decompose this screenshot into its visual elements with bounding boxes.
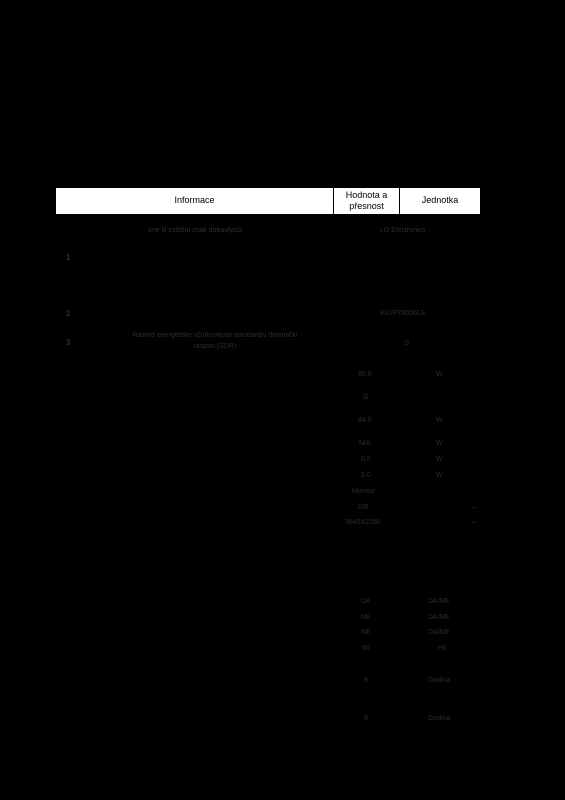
value-1: 65.0: [358, 371, 372, 378]
header-unit: Jednotka: [421, 195, 459, 206]
value-13: 60: [362, 645, 370, 652]
supplier-value: LG Electronics: [380, 227, 426, 234]
unit-1: W: [436, 371, 443, 378]
value-5: 0.5: [361, 456, 371, 463]
value-11: NE: [361, 614, 371, 621]
table-header: [55, 187, 481, 215]
value-6: 2.0: [361, 472, 371, 479]
unit-11: DA/NE: [428, 614, 450, 621]
value-14: 8: [364, 677, 368, 684]
unit-14: Godina: [428, 677, 451, 684]
value-10: DA: [361, 598, 371, 605]
unit-4: W: [436, 440, 443, 447]
unit-10: DA/NE: [428, 598, 450, 605]
value-12: NE: [361, 629, 371, 636]
unit-3: W: [436, 417, 443, 424]
value-4: N/A: [359, 440, 371, 447]
unit-12: DA/NE: [428, 629, 450, 636]
value-8: 108: [357, 504, 369, 511]
value-15: 8: [364, 715, 368, 722]
header-info: Informace: [56, 188, 334, 214]
header-value: Hodnota a přesnost: [334, 188, 400, 214]
value-3: 84.0: [358, 417, 372, 424]
unit-8: –: [472, 504, 476, 511]
value-7: Monitor: [352, 488, 376, 495]
value-2: G: [363, 394, 369, 401]
supplier-label: Ime ili zaštitni znak dobavljača: [148, 227, 243, 234]
unit-6: W: [436, 472, 443, 479]
unit-5: W: [436, 456, 443, 463]
unit-9: –: [472, 519, 476, 526]
row-number-1: 1: [66, 253, 71, 262]
row-number-3: 3: [66, 338, 71, 347]
row-number-2: 2: [66, 309, 71, 318]
energy-class-label-line2: raspon (SDR): [193, 343, 237, 350]
value-9: 3840X2160: [345, 519, 381, 526]
unit-13: Hz: [438, 645, 447, 652]
unit-15: Godina: [428, 715, 451, 722]
energy-class-value: G: [404, 340, 410, 347]
model-value: 43UP76006LE: [380, 310, 426, 317]
energy-class-label-line1: Razred energetske učinkovitosti standardni dinamički: [132, 332, 298, 339]
